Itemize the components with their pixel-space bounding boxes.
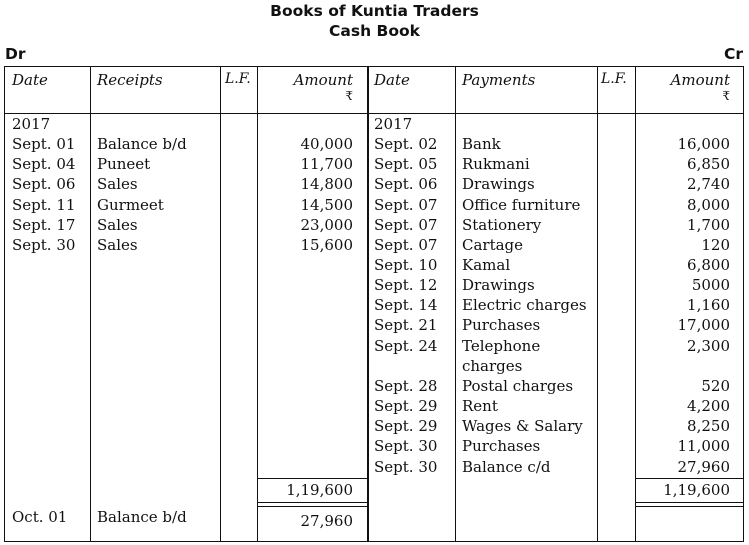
- header-receipts: Receipts: [97, 71, 163, 89]
- payment-amount: 120: [701, 236, 730, 254]
- payment-date: Sept. 05: [374, 155, 438, 173]
- receipt-date: Sept. 11: [12, 196, 76, 214]
- receipt-amount: 23,000: [300, 216, 353, 234]
- receipt-particulars: Balance b/d: [97, 135, 187, 153]
- payment-amount: 1,160: [687, 296, 730, 314]
- payment-date: Sept. 28: [374, 377, 438, 395]
- payment-particulars: Telephone: [462, 337, 541, 355]
- year-left: 2017: [12, 115, 51, 133]
- payment-date: Sept. 10: [374, 256, 438, 274]
- receipt-particulars: Sales: [97, 175, 138, 193]
- payment-particulars: Drawings: [462, 276, 535, 294]
- double-rule-left: [257, 506, 367, 507]
- receipt-amount: 40,000: [300, 135, 353, 153]
- payment-amount: 5000: [691, 276, 730, 294]
- header-amount-right: Amount: [670, 71, 730, 89]
- payment-date: Sept. 02: [374, 135, 438, 153]
- payment-date: Sept. 29: [374, 397, 438, 415]
- header-date-right: Date: [374, 71, 410, 89]
- payment-amount: 4,200: [687, 397, 730, 415]
- payment-particulars: Purchases: [462, 437, 541, 455]
- payment-amount: 2,740: [687, 175, 730, 193]
- payment-amount: 17,000: [677, 316, 730, 334]
- opening-amount: 27,960: [300, 512, 353, 530]
- col-rule-receipts: [90, 66, 91, 542]
- header-lf-left: L.F.: [225, 71, 251, 87]
- receipt-date: Sept. 17: [12, 216, 76, 234]
- receipt-particulars: Sales: [97, 236, 138, 254]
- payment-date: Sept. 30: [374, 458, 438, 476]
- payment-particulars: Balance c/d: [462, 458, 551, 476]
- payment-particulars: Rukmani: [462, 155, 530, 173]
- payment-particulars: Office furniture: [462, 196, 581, 214]
- payment-amount: 8,000: [687, 196, 730, 214]
- opening-date: Oct. 01: [12, 508, 68, 526]
- payment-particulars: Cartage: [462, 236, 524, 254]
- payment-particulars: Wages & Salary: [462, 417, 583, 435]
- payment-date: Sept. 06: [374, 175, 438, 193]
- receipt-date: Sept. 04: [12, 155, 76, 173]
- payment-amount: 2,300: [687, 337, 730, 355]
- payment-particulars: Stationery: [462, 216, 542, 234]
- payment-particulars: Purchases: [462, 316, 541, 334]
- payment-particulars: Postal charges: [462, 377, 574, 395]
- receipt-amount: 11,700: [300, 155, 353, 173]
- receipt-particulars: Gurmeet: [97, 196, 164, 214]
- receipt-amount: 14,800: [300, 175, 353, 193]
- payment-particulars-cont: charges: [462, 357, 523, 375]
- payment-amount: 8,250: [687, 417, 730, 435]
- total-payments: 1,19,600: [663, 481, 730, 499]
- payment-date: Sept. 30: [374, 437, 438, 455]
- header-amount-left: Amount: [293, 71, 353, 89]
- payment-particulars: Bank: [462, 135, 501, 153]
- payment-amount: 27,960: [677, 458, 730, 476]
- payment-date: Sept. 07: [374, 236, 438, 254]
- book-subtitle: Cash Book: [329, 22, 420, 40]
- receipt-particulars: Puneet: [97, 155, 151, 173]
- receipt-date: Sept. 01: [12, 135, 76, 153]
- double-rule-right: [635, 506, 744, 507]
- rupee-icon: ₹: [722, 89, 730, 103]
- col-rule-lf-left: [220, 66, 221, 542]
- payment-amount: 520: [701, 377, 730, 395]
- header-date-left: Date: [12, 71, 48, 89]
- payment-amount: 1,700: [687, 216, 730, 234]
- receipt-date: Sept. 30: [12, 236, 76, 254]
- year-right: 2017: [374, 115, 413, 133]
- payment-date: Sept. 24: [374, 337, 438, 355]
- debit-label: Dr: [5, 45, 26, 63]
- payment-particulars: Electric charges: [462, 296, 587, 314]
- header-lf-right: L.F.: [601, 71, 627, 87]
- receipt-amount: 14,500: [300, 196, 353, 214]
- payment-date: Sept. 07: [374, 216, 438, 234]
- payment-date: Sept. 12: [374, 276, 438, 294]
- payment-particulars: Drawings: [462, 175, 535, 193]
- credit-label: Cr: [723, 45, 743, 63]
- payment-amount: 6,800: [687, 256, 730, 274]
- total-receipts: 1,19,600: [286, 481, 353, 499]
- payment-particulars: Kamal: [462, 256, 511, 274]
- payment-amount: 16,000: [677, 135, 730, 153]
- book-title: Books of Kuntia Traders: [270, 2, 479, 20]
- payment-particulars: Rent: [462, 397, 498, 415]
- payment-amount: 6,850: [687, 155, 730, 173]
- col-rule-center: [367, 66, 369, 542]
- payment-date: Sept. 14: [374, 296, 438, 314]
- receipt-date: Sept. 06: [12, 175, 76, 193]
- opening-particulars: Balance b/d: [97, 508, 187, 526]
- col-rule-payments: [455, 66, 456, 542]
- payment-amount: 11,000: [677, 437, 730, 455]
- payment-date: Sept. 21: [374, 316, 438, 334]
- receipt-amount: 15,600: [300, 236, 353, 254]
- rupee-icon: ₹: [345, 89, 353, 103]
- receipt-particulars: Sales: [97, 216, 138, 234]
- payment-date: Sept. 29: [374, 417, 438, 435]
- col-rule-lf-right: [597, 66, 598, 542]
- payment-date: Sept. 07: [374, 196, 438, 214]
- header-payments: Payments: [462, 71, 536, 89]
